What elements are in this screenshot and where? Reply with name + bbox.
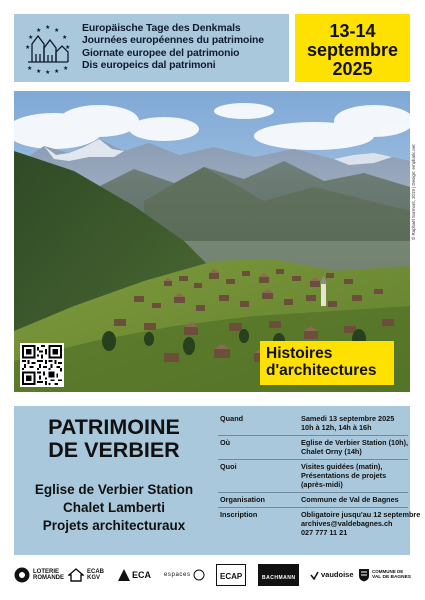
sponsor-logos <box>14 562 410 590</box>
header-line-fr: Journées européennes du patrimoine <box>82 35 264 47</box>
ecab-house-icon <box>68 568 84 582</box>
detail-value: Chalet Orny (14h) <box>301 447 362 456</box>
loterie-romande-icon <box>14 567 30 583</box>
sponsor-espaces: espaces <box>164 562 205 588</box>
theme-badge-line-2: d'architectures <box>266 362 377 379</box>
detail-label: Quoi <box>220 462 237 471</box>
sponsor-eca: ECA <box>118 562 151 588</box>
detail-value: Samedi 13 septembre 2025 <box>301 414 395 423</box>
detail-row-where <box>218 436 408 460</box>
svg-text:★: ★ <box>45 24 51 31</box>
header-line-rm: Dis europeics dal patrimoni <box>82 60 216 72</box>
detail-value: Eglise de Verbier Station (10h), <box>301 438 409 447</box>
detail-value: 10h à 12h, 14h à 16h <box>301 423 372 432</box>
header-multilingual-panel <box>14 14 289 82</box>
svg-text:★: ★ <box>54 68 60 74</box>
detail-label: Organisation <box>220 495 266 504</box>
sponsor-vaudoise: vaudoise <box>310 562 354 588</box>
registration-email[interactable]: archives@valdebagnes.ch <box>301 519 393 528</box>
sponsor-commune-val-de-bagnes: COMMUNE DE VAL DE BAGNES <box>358 562 411 588</box>
eca-triangle-icon <box>118 569 130 581</box>
ehd-logo <box>24 22 70 74</box>
sponsor-bachmann: BACHMANN <box>258 562 299 588</box>
registration-phone[interactable]: 027 777 11 21 <box>301 528 348 537</box>
svg-text:★: ★ <box>63 65 69 72</box>
detail-label: Quand <box>220 414 244 423</box>
svg-text:★: ★ <box>28 34 34 41</box>
venue-item: Eglise de Verbier Station <box>34 482 194 497</box>
svg-text:★: ★ <box>65 44 70 51</box>
vaudoise-check-icon <box>310 571 319 580</box>
event-details-table <box>218 412 421 540</box>
svg-text:★: ★ <box>54 27 60 34</box>
header-titles <box>82 23 264 73</box>
detail-label: Inscription <box>220 510 258 519</box>
sponsor-ecab: ECAB KGV <box>68 562 104 588</box>
detail-row-registration <box>218 508 421 540</box>
date-month: septembre <box>306 40 399 60</box>
svg-text:★: ★ <box>25 44 31 51</box>
detail-value: Commune de Val de Bagnes <box>301 495 399 504</box>
detail-row-what <box>218 460 408 493</box>
detail-value: Obligatoire jusqu'au 12 septembre <box>301 510 421 519</box>
svg-text:★: ★ <box>36 68 42 74</box>
val-de-bagnes-crest-icon <box>358 568 370 582</box>
event-info-panel <box>14 406 421 555</box>
detail-value: (après-midi) <box>301 480 343 489</box>
event-title-line-2: DE VERBIER <box>48 438 180 462</box>
svg-text:★: ★ <box>62 34 68 41</box>
svg-text:★: ★ <box>36 27 42 34</box>
date-days: 13-14 <box>329 21 376 41</box>
header-line-it: Giornate europee del patrimonio <box>82 47 240 59</box>
event-title-line-1: PATRIMOINE <box>48 415 180 439</box>
date-panel <box>295 14 410 82</box>
detail-row-organisation <box>218 493 408 508</box>
detail-value: Présentations de projets <box>301 471 387 480</box>
espaces-circle-icon <box>193 569 205 581</box>
detail-label: Où <box>220 438 231 447</box>
sponsor-loterie-romande: LOTERIE ROMANDE <box>14 562 64 588</box>
qr-code[interactable] <box>20 343 64 387</box>
theme-badge <box>260 341 394 385</box>
venue-item: Chalet Lamberti <box>62 500 166 515</box>
svg-text:★: ★ <box>45 69 51 74</box>
date-year: 2025 <box>332 59 373 79</box>
theme-badge-line-1: Histoires <box>266 345 333 362</box>
sponsor-ecap: ECAP <box>216 562 246 588</box>
header-line-de: Europäische Tage des Denkmals <box>82 23 241 34</box>
detail-row-when <box>218 412 408 436</box>
photo-credit: © Raphaël Surmont, 2019 | Design: emphatic.net <box>411 144 416 240</box>
venue-item: Projets architecturaux <box>42 518 186 533</box>
detail-value: Visites guidées (matin), <box>301 462 383 471</box>
svg-text:★: ★ <box>27 65 33 72</box>
